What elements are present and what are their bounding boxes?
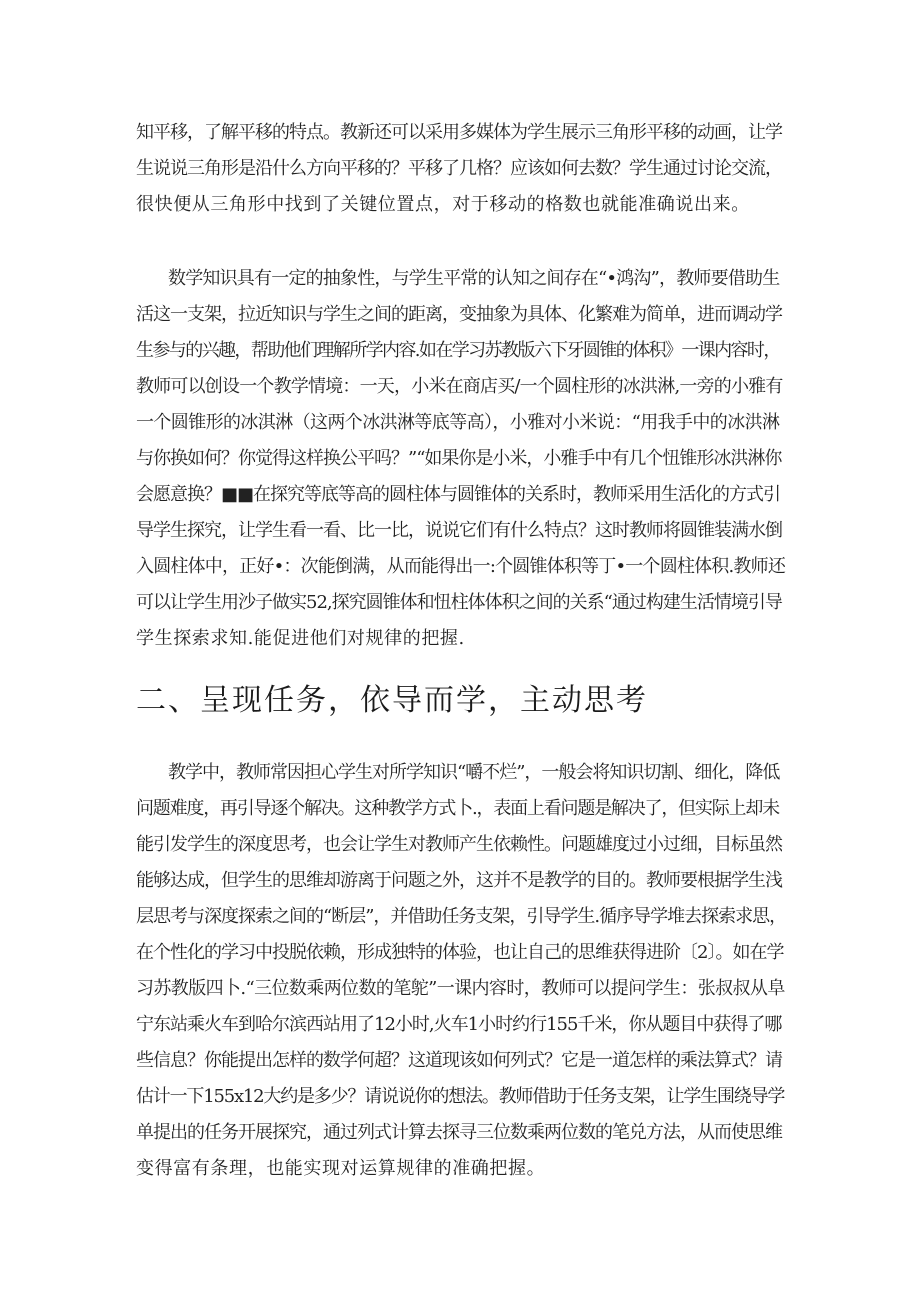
text-line: 一个圆锥形的冰淇淋（这两个冰洪淋等底等高），小雅对小米说：“用我手中的冰洪淋 (136, 412, 780, 433)
text-line: 活这一支架，拉近知识与学生之间的距离，变抽象为具体、化繁难为简单，进而调动学 (136, 304, 782, 325)
paragraph-task-scaffold (136, 755, 786, 1187)
text-line: 入圆柱体中，正好•：次能倒满，从而能得出一:个圆锥体积等丁•一个圆柱体积.教师还 (136, 556, 786, 577)
text-line: 知平移，了解平移的特点。教新还可以采用多媒体为学生展示三角形平移的动画，让学 (136, 122, 782, 143)
paragraph-translation-continued (136, 115, 786, 223)
text-line: 教师可以创设一个教学情境：一天，小米在商店买/一个圆柱形的冰洪淋,一旁的小雅有 (136, 376, 783, 397)
text-line: 教学中，教师常因担心学生对所学知识“嚼不烂”，一般会将知识切割、细化，降低 (168, 762, 780, 783)
text-line: 与你换如何？你觉得这样换公平吗？”“如果你是小米，小雅手中有几个忸锥形冰洪淋你 (136, 448, 782, 469)
paragraph-life-situation (136, 261, 786, 657)
text-line: 可以让学生用沙子做实52,探究圆锥体和忸柱体体积之间的关系“通过构建生活情境引导 (136, 592, 782, 613)
text-line: 生说说三角形是沿什么方向平移的？平移了几格？应该如何去数？学生通过讨论交流， (136, 158, 782, 179)
text-line: 层思考与深度探索之间的“断层”，并借助任务支架，引导学生.循序导学堆去探索求思， (136, 906, 787, 927)
text-line: 变得富有条理，也能实现对运算规律的准确把握。 (136, 1158, 546, 1179)
text-line: 宁东站乘火车到哈尔滨西站用了12小时,火车1小时约行155千米，你从题目中获得了哪 (136, 1014, 782, 1035)
text-line: 导学生探究，让学生看一看、比一比，说说它们有什么特点？这时教师将圆锥装满水倒 (136, 520, 782, 541)
text-line: 在个性化的学习中投脱依赖，形成独特的体验，也让自己的思维获得进阶〔2〕。如在学 (136, 942, 784, 963)
text-line: 能引发学生的深度思考，也会让学生对教师产生依赖性。问题雄度过小过细，目标虽然 (136, 834, 782, 855)
text-line: 习苏教版四卜.“三位数乘两位数的笔鸵”一课内容时，教师可以提问学生：张叔叔从阜 (136, 978, 785, 999)
text-line: 学生探索求知.能促进他们对规律的把握. (136, 628, 465, 649)
text-line: 估计一下155x12大约是多少？请说说你的想法。教师借助于任务支架，让学生围绕导学 (136, 1086, 785, 1107)
text-line: 生参与的兴趣，帮助他们理解所学内容.如在学习苏教版六下牙圆锥的体积》一课内容时， (136, 340, 780, 361)
text-line: 会愿意换？■■在探究等底等高的圆柱体与圆锥体的关系时，教师采用生活化的方式引 (136, 484, 781, 505)
text-line: 问题难度，再引导逐个解决。这种教学方式卜.，表面上看问题是解决了，但实际上却未 (136, 798, 779, 819)
text-line: 些信息？你能提出怎样的数学何超？这道现该如何列式？它是一道怎样的乘法算式？请 (136, 1050, 782, 1071)
section-heading: 二、呈现任务，依导而学，主动思考 (136, 683, 648, 718)
text-line: 很快便从三角形中找到了关键位置点，对于移动的格数也就能准确说出来。 (136, 194, 750, 215)
text-line: 单提出的任务开展探究，通过列式计算去探寻三位数乘两位数的笔兑方法，从而使思维 (136, 1122, 782, 1143)
text-line: 能够达成，但学生的思维却游离于问题之外，这并不是教学的目的。教师要根据学生浅 (136, 870, 782, 891)
document-page (136, 115, 786, 1187)
text-line: 数学知识具有一定的抽象性，与学生平常的认知之间存在“•鸿沟”，教师要借助生 (168, 268, 780, 289)
